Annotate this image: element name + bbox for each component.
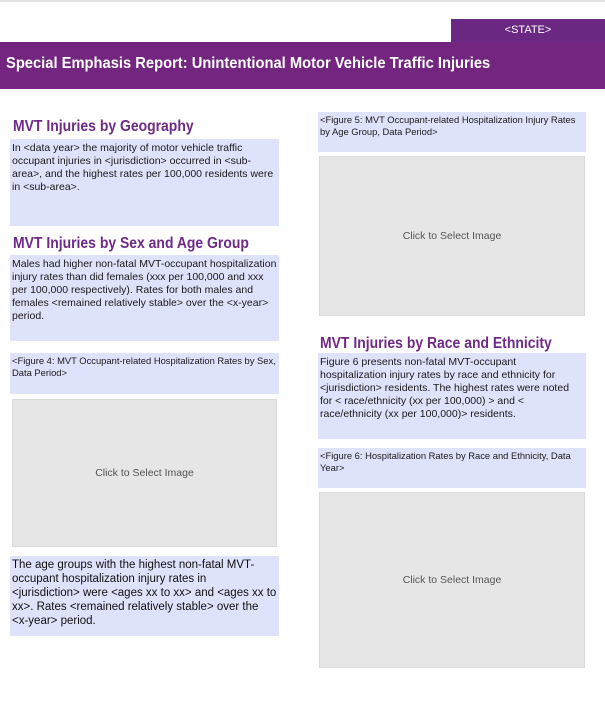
top-divider — [0, 0, 605, 2]
select-image-label: Click to Select Image — [402, 574, 502, 586]
figure-4-caption[interactable]: <Figure 4: MVT Occupant-related Hospitalization Rates by Sex, Data Period> — [10, 353, 279, 394]
figure-5-caption[interactable]: <Figure 5: MVT Occupant-related Hospitalization Injury Rates by Age Group, Data Period> — [318, 112, 586, 152]
figure-6-image-placeholder[interactable] — [319, 492, 585, 668]
geography-text[interactable]: In <data year> the majority of motor vehicle traffic occupant injuries in <jurisdiction> occurred in <sub-area>, and the highest rates per 100,000 residents were in <sub-area>. — [10, 139, 279, 226]
select-image-label: Click to Select Image — [95, 467, 194, 479]
figure-4-image-placeholder[interactable] — [12, 399, 277, 547]
figure-6-caption[interactable]: <Figure 6: Hospitalization Rates by Race and Ethnicity, Data Year> — [318, 448, 586, 488]
report-title: Special Emphasis Report: Unintentional Motor Vehicle Traffic Injuries — [6, 55, 491, 72]
geography-heading: MVT Injuries by Geography — [13, 118, 194, 135]
race-ethnicity-heading: MVT Injuries by Race and Ethnicity — [320, 335, 552, 352]
sex-age-text[interactable]: Males had higher non-fatal MVT-occupant hospitalization injury rates than did females (xxx per 100,000 and xxx per 100,000 respectively). Rates for both males and females <remained relatively stable> over the <x-year> period. — [10, 255, 279, 341]
select-image-label: Click to Select Image — [402, 230, 502, 242]
figure-5-image-placeholder[interactable] — [319, 156, 585, 316]
age-groups-text[interactable]: The age groups with the highest non-fatal MVT-occupant hospitalization injury rates in <jurisdiction> were <ages xx to xx> and <ages xx to xx>. Rates <remained relatively stable> over the <x-year> period. — [10, 556, 279, 636]
state-label[interactable]: <STATE> — [451, 19, 605, 42]
race-ethnicity-text[interactable]: Figure 6 presents non-fatal MVT-occupant hospitalization injury rates by race and ethnicity for <jurisdiction> residents. The highest rates were noted for < race/ethnicity (xx per 100,000) > and < race/ethnicity (xx per 100,000)> residents. — [318, 353, 586, 439]
report-banner — [0, 42, 605, 89]
sex-age-heading: MVT Injuries by Sex and Age Group — [13, 235, 249, 252]
